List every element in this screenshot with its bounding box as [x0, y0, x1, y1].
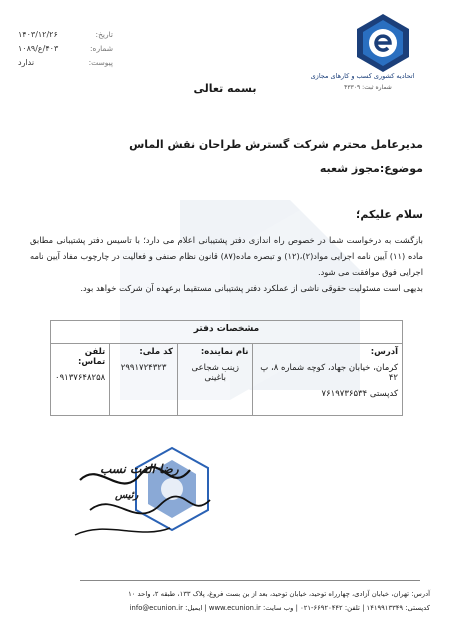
letter-subject: موضوع:مجوز شعبه [319, 162, 423, 175]
phone-cell [51, 344, 110, 416]
union-logo-icon [352, 12, 414, 74]
address-cell [253, 344, 403, 416]
address-label: آدرس: [370, 347, 398, 357]
signer-name: رضا الفت نسب [100, 462, 179, 476]
attachment-value: ندارد [18, 58, 35, 67]
national-id-value: ۲۹۹۱۷۲۴۳۲۳ [120, 363, 167, 373]
letter-recipient: مدیرعامل محترم شرکت گسترش طراحان نقش الماس [129, 138, 423, 151]
office-spec-table [50, 320, 403, 416]
representative-value: زینب شجاعی باغینی [191, 363, 239, 383]
org-name: اتحادیه کشوری کسب و کارهای مجازی [310, 72, 415, 80]
date-row [18, 30, 113, 39]
attachment-label: پیوست: [88, 58, 113, 67]
address-line-1: کرمان، خیابان جهاد، کوچه شماره ۸، پ ۴۲ [260, 363, 398, 383]
body-paragraph-2: بدیهی است مسئولیت حقوقی ناشی از عملکرد دفتر پشتیبانی مستقیما برعهده آن شرکت خواهد بود. [80, 283, 423, 293]
letter-body [30, 232, 423, 296]
footer-contacts: کدپستی: ۱۴۱۹۹۱۳۳۴۹ | تلفن: ۶۶۹۲۰۴۴۲-۰۲۱ | وب سایت: www.ecunion.ir | ایمیل: info@ecunion.ir [129, 604, 430, 612]
footer-divider [80, 580, 420, 581]
address-line-2: کدپستی ۷۶۱۹۷۳۶۵۳۴ [321, 389, 398, 399]
table-title: مشخصات دفتر [51, 321, 403, 344]
signature-stamp-icon [60, 440, 220, 550]
letter-heading: بسمه تعالی [193, 82, 257, 95]
letter-greeting: سلام علیکم؛ [356, 208, 423, 221]
date-value: ۱۴۰۳/۱۲/۲۶ [18, 30, 58, 39]
body-paragraph-1: بازگشت به درخواست شما در خصوص راه اندازی دفتر پشتیبانی اعلام می دارد؛ با تاسیس دفتر پشتیبانی مطابق ماده (۱۱) آیین نامه اجرایی مواد(۲)،(۱۲) و تبصره ماده(۸۷) قانون نظام صنفی و فعالیت در چارچوب مفاد آیین نامه اجرایی فوق موافقت می شود. [30, 235, 423, 277]
footer-address: آدرس: تهران، خیابان آزادی، چهارراه توحید، خیابان توحید، بعد از بن بست فروغ، پلاک ۱۳۳، طبقه ۲، واحد ۱۰ [128, 590, 430, 598]
registration-number: شماره ثبت: ۴۳۳۰۹ [344, 84, 392, 91]
national-id-label: کد ملی: [139, 347, 173, 357]
number-label: شماره: [90, 44, 113, 53]
attachment-row [18, 58, 113, 67]
representative-label: نام نماینده: [200, 347, 249, 357]
number-value: ۴۰۳/ع/۱۰۸۹ [18, 44, 59, 53]
phone-value: ۰۹۱۳۷۶۴۸۲۵۸ [55, 373, 106, 383]
phone-label: تلفن تماس: [78, 347, 106, 367]
date-label: تاریخ: [95, 30, 113, 39]
signer-title: رئیس [115, 490, 139, 501]
number-row [18, 44, 113, 53]
national-id-cell [110, 344, 178, 416]
representative-cell [177, 344, 253, 416]
